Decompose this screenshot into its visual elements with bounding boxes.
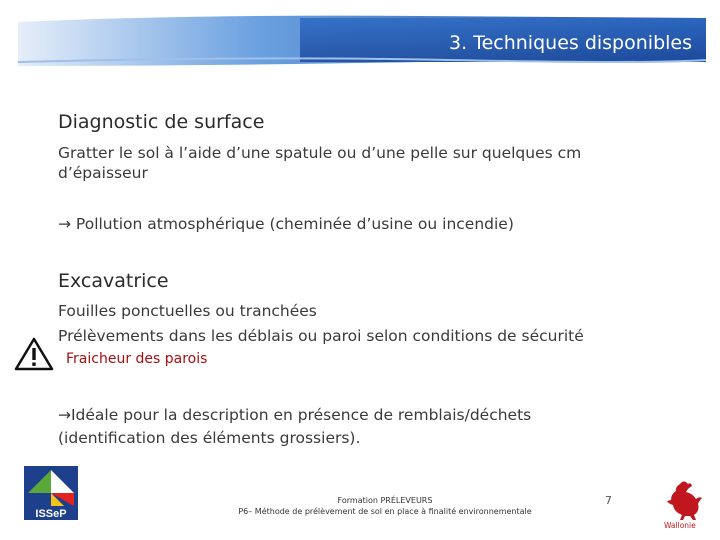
- footer-line2: P6– Méthode de prélèvement de sol en place à finalité environnementale: [238, 507, 532, 516]
- footer-text: [200, 495, 570, 517]
- excavatrice-text-line1: Fouilles ponctuelles ou tranchées: [58, 302, 317, 320]
- diagnostic-text-line2: d’épaisseur: [58, 164, 148, 182]
- wallonie-label: Wallonie: [664, 521, 696, 530]
- excavatrice-arrow-line2: (identification des éléments grossiers).: [58, 429, 361, 447]
- excavatrice-text-line2: Prélèvements dans les déblais ou paroi selon conditions de sécurité: [58, 327, 584, 345]
- page-title: 3. Techniques disponibles: [449, 32, 692, 54]
- footer-line1: Formation PRÉLEVEURS: [337, 496, 433, 505]
- header-banner: [0, 0, 720, 78]
- diagnostic-text-line1: Gratter le sol à l’aide d’une spatule ou d’une pelle sur quelques cm: [58, 144, 582, 162]
- wallonie-rooster-logo: [660, 478, 706, 522]
- excavatrice-arrow-line1: →Idéale pour la description en présence de remblais/déchets: [58, 406, 532, 424]
- warning-icon: [14, 336, 54, 372]
- warning-text: Fraicheur des parois: [66, 351, 208, 367]
- diagnostic-arrow-text: → Pollution atmosphérique (cheminée d’usine ou incendie): [58, 215, 514, 233]
- section-heading-diagnostic: Diagnostic de surface: [58, 111, 265, 133]
- issep-logo-text: ISSeP: [35, 508, 67, 520]
- section-heading-excavatrice: Excavatrice: [58, 270, 169, 292]
- page-number: 7: [605, 494, 612, 507]
- issep-logo: [24, 466, 78, 520]
